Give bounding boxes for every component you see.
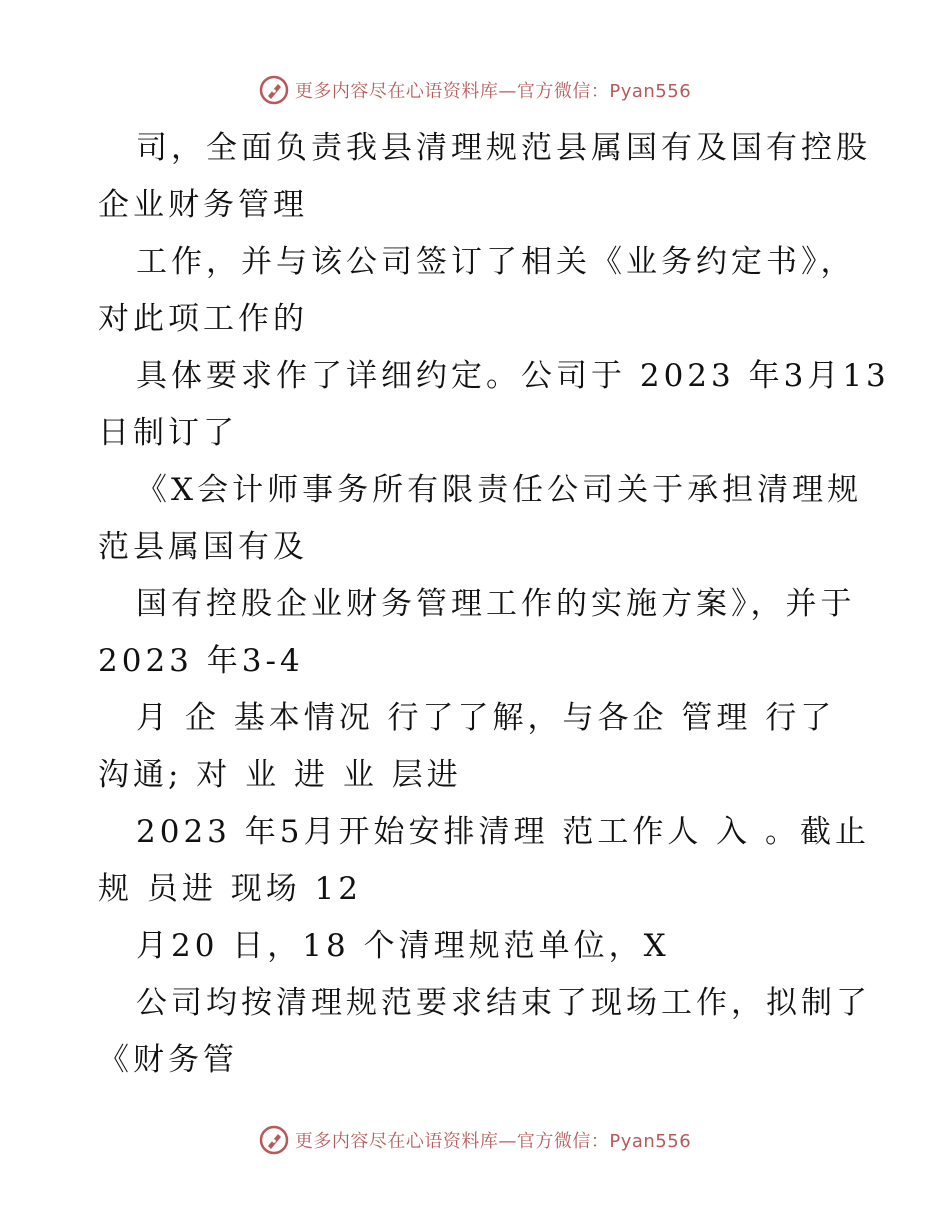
- body-line-4: 对此项工作的: [98, 301, 308, 337]
- body-line-10: 2023 年3-4: [98, 643, 304, 679]
- body-line-1: 司，全面负责我县清理规范县属国有及国有控股: [136, 130, 871, 166]
- document-body: [98, 120, 890, 1089]
- body-line-13: 2023 年5月开始安排清理 范工作人 入 。截止: [136, 814, 871, 850]
- body-line-15: 月20 日，18 个清理规范单位，X: [136, 928, 670, 964]
- footer-banner-text: 更多内容尽在心语资料库—官方微信：Pyan556: [294, 1131, 692, 1152]
- body-line-12: 沟通; 对 业 进 业 层进: [98, 757, 462, 793]
- body-line-11: 月 企 基本情况 行了了解，与各企 管理 行了: [136, 700, 836, 736]
- footer-banner: [0, 1120, 950, 1160]
- pen-nib-logo-icon: [259, 1125, 289, 1155]
- body-line-9: 国有控股企业财务管理工作的实施方案》，并于: [136, 586, 856, 622]
- body-line-8: 范县属国有及: [98, 529, 308, 565]
- body-line-6: 日制订了: [98, 415, 238, 451]
- body-line-17: 《财务管: [98, 1042, 238, 1078]
- body-line-3: 工作，并与该公司签订了相关《业务约定书》，: [136, 244, 856, 280]
- header-banner-text: 更多内容尽在心语资料库—官方微信：Pyan556: [294, 81, 692, 102]
- body-line-16: 公司均按清理规范要求结束了现场工作，拟制了: [136, 985, 871, 1021]
- header-banner: [0, 70, 950, 110]
- body-line-7: 《X会计师事务所有限责任公司关于承担清理规: [136, 472, 863, 508]
- pen-nib-logo-icon: [259, 75, 289, 105]
- body-line-14: 规 员进 现场 12: [98, 871, 363, 907]
- body-line-2: 企业财务管理: [98, 187, 308, 223]
- body-line-5: 具体要求作了详细约定。公司于 2023 年3月13: [136, 358, 890, 394]
